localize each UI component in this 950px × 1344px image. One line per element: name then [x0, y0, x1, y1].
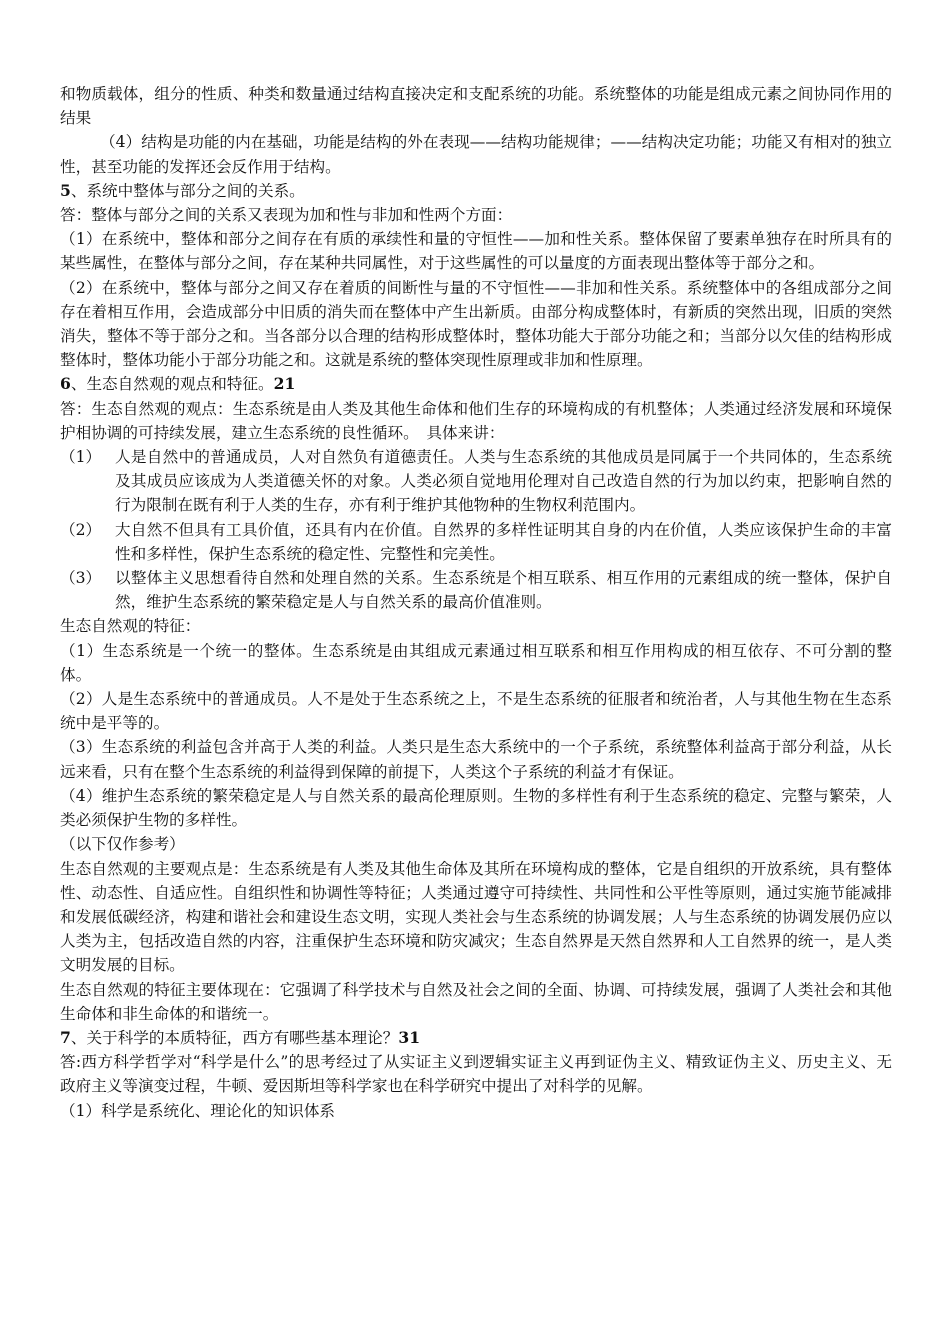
answer-intro: 答:西方科学哲学对“科学是什么”的思考经过了从实证主义到逻辑实证主义再到证伪主义、精致证伪主义、历史主义、无政府主义等演变过程，牛顿、爱因斯坦等科学家也在科学研究中提出了对科学的见解。 — [60, 1053, 892, 1096]
answer-intro: 答：生态自然观的观点：生态系统是由人类及其他生命体和他们生存的环境构成的有机整体；人类通过经济发展和环境保护相协调的可持续发展，建立生态系统的良性循环。 具体来讲： — [60, 399, 892, 442]
paragraph: （1）在系统中，整体和部分之间存在有质的承续性和量的守恒性——加和性关系。整体保留了要素单独存在时所具有的某些属性，在整体与部分之间，存在某种共同属性，对于这些属性的可以量度的方面表现出整体等于部分之和。 — [60, 230, 892, 273]
paragraph: （4）维护生态系统的繁荣稳定是人与自然关系的最高伦理原则。生物的多样性有利于生态系统的稳定、完整与繁荣，人类必须保护生物的多样性。 — [60, 786, 892, 830]
question-number: 7 — [60, 1027, 71, 1047]
question-number: 5 — [60, 180, 71, 200]
list-item — [60, 566, 892, 614]
question-text: 、系统中整体与部分之间的关系。 — [70, 181, 305, 200]
list-text: 以整体主义思想看待自然和处理自然的关系。生态系统是个相互联系、相互作用的元素组成的统一整体，保护自然，维护生态系统的繁荣稳定是人与自然关系的最高价值准则。 — [115, 569, 892, 612]
list-item — [60, 445, 892, 518]
list-number: （1） — [60, 448, 102, 467]
question-heading — [60, 1026, 892, 1050]
question-text: 、关于科学的本质特征，西方有哪些基本理论？ — [70, 1028, 399, 1047]
reference-note: （以下仅作参考） — [60, 835, 185, 854]
page-reference: 21 — [273, 374, 296, 394]
question-heading — [60, 372, 892, 396]
paragraph: （2）在系统中，整体与部分之间又存在着质的间断性与量的不守恒性——非加和性关系。系统整体中的各组成部分之间存在着相互作用，会造成部分中旧质的消失而在整体中产生出新质。由部分构成整体时，有新质的突然出现，旧质的突然消失，整体不等于部分之和。当各部分以合理的结构形成整体时，整体功能大于部分功能之和；当部分以欠佳的结构形成整体时，整体功能小于部分功能之和。这就是系统的整体突现性原理或非加和性原理。 — [60, 278, 892, 370]
answer-intro: 答：整体与部分之间的关系又表现为加和性与非加和性两个方面： — [60, 206, 513, 225]
paragraph: （1）科学是系统化、理论化的知识体系 — [60, 1101, 336, 1120]
paragraph: 生态自然观的特征主要体现在：它强调了科学技术与自然及社会之间的全面、协调、可持续发展，强调了人类社会和其他生命体和非生命体的和谐统一。 — [60, 980, 892, 1023]
paragraph: 生态自然观的主要观点是：生态系统是有人类及其他生命体及其所在环境构成的整体，它是自组织的开放系统，具有整体性、动态性、自适应性。自组织性和协调性等特征；人类通过遵守可持续性、共同性和公平性等原则，通过实施节能减排和发展低碳经济，构建和谐社会和建设生态文明，实现人类社会与生态系统的协调发展；人与生态系统的协调发展仍应以人类为主，包括改造自然的内容，注重保护生态环境和防灾减灾；生态自然界是天然自然界和人工自然界的统一，是人类文明发展的目标。 — [60, 859, 892, 975]
list-text: 大自然不但具有工具价值，还具有内在价值。自然界的多样性证明其自身的内在价值，人类应该保护生命的丰富性和多样性，保护生态系统的稳定性、完整性和完美性。 — [115, 520, 892, 563]
question-text: 、生态自然观的观点和特征。 — [70, 375, 274, 394]
list-number: （3） — [60, 569, 102, 588]
paragraph: 和物质载体，组分的性质、种类和数量通过结构直接决定和支配系统的功能。系统整体的功能是组成元素之间协同作用的结果 — [60, 85, 892, 128]
page-reference: 31 — [398, 1027, 421, 1047]
section-label: 生态自然观的特征： — [60, 617, 201, 636]
paragraph: （4）结构是功能的内在基础，功能是结构的外在表现——结构功能规律；——结构决定功能；功能又有相对的独立性，甚至功能的发挥还会反作用于结构。 — [60, 133, 892, 176]
question-number: 6 — [60, 374, 71, 394]
document-page — [60, 82, 892, 1123]
paragraph: （2）人是生态系统中的普通成员。人不是处于生态系统之上，不是生态系统的征服者和统治者，人与其他生物在生态系统中是平等的。 — [60, 690, 892, 733]
paragraph: （3）生态系统的利益包含并高于人类的利益。人类只是生态大系统中的一个子系统，系统整体利益高于部分利益，从长远来看，只有在整个生态系统的利益得到保障的前提下，人类这个子系统的利益才有保证。 — [60, 738, 892, 781]
paragraph: （1）生态系统是一个统一的整体。生态系统是由其组成元素通过相互联系和相互作用构成的相互依存、不可分割的整体。 — [60, 641, 892, 684]
list-number: （2） — [60, 520, 102, 539]
question-heading — [60, 179, 892, 203]
list-item — [60, 518, 892, 566]
list-text: 人是自然中的普通成员，人对自然负有道德责任。人类与生态系统的其他成员是同属于一个共同体的，生态系统及其成员应该成为人类道德关怀的对象。人类必须自觉地用伦理对自己改造自然的行为加以约束，把影响自然的行为限制在既有利于人类的生存，亦有利于维护其他物种的生物权利范围内。 — [115, 448, 892, 515]
